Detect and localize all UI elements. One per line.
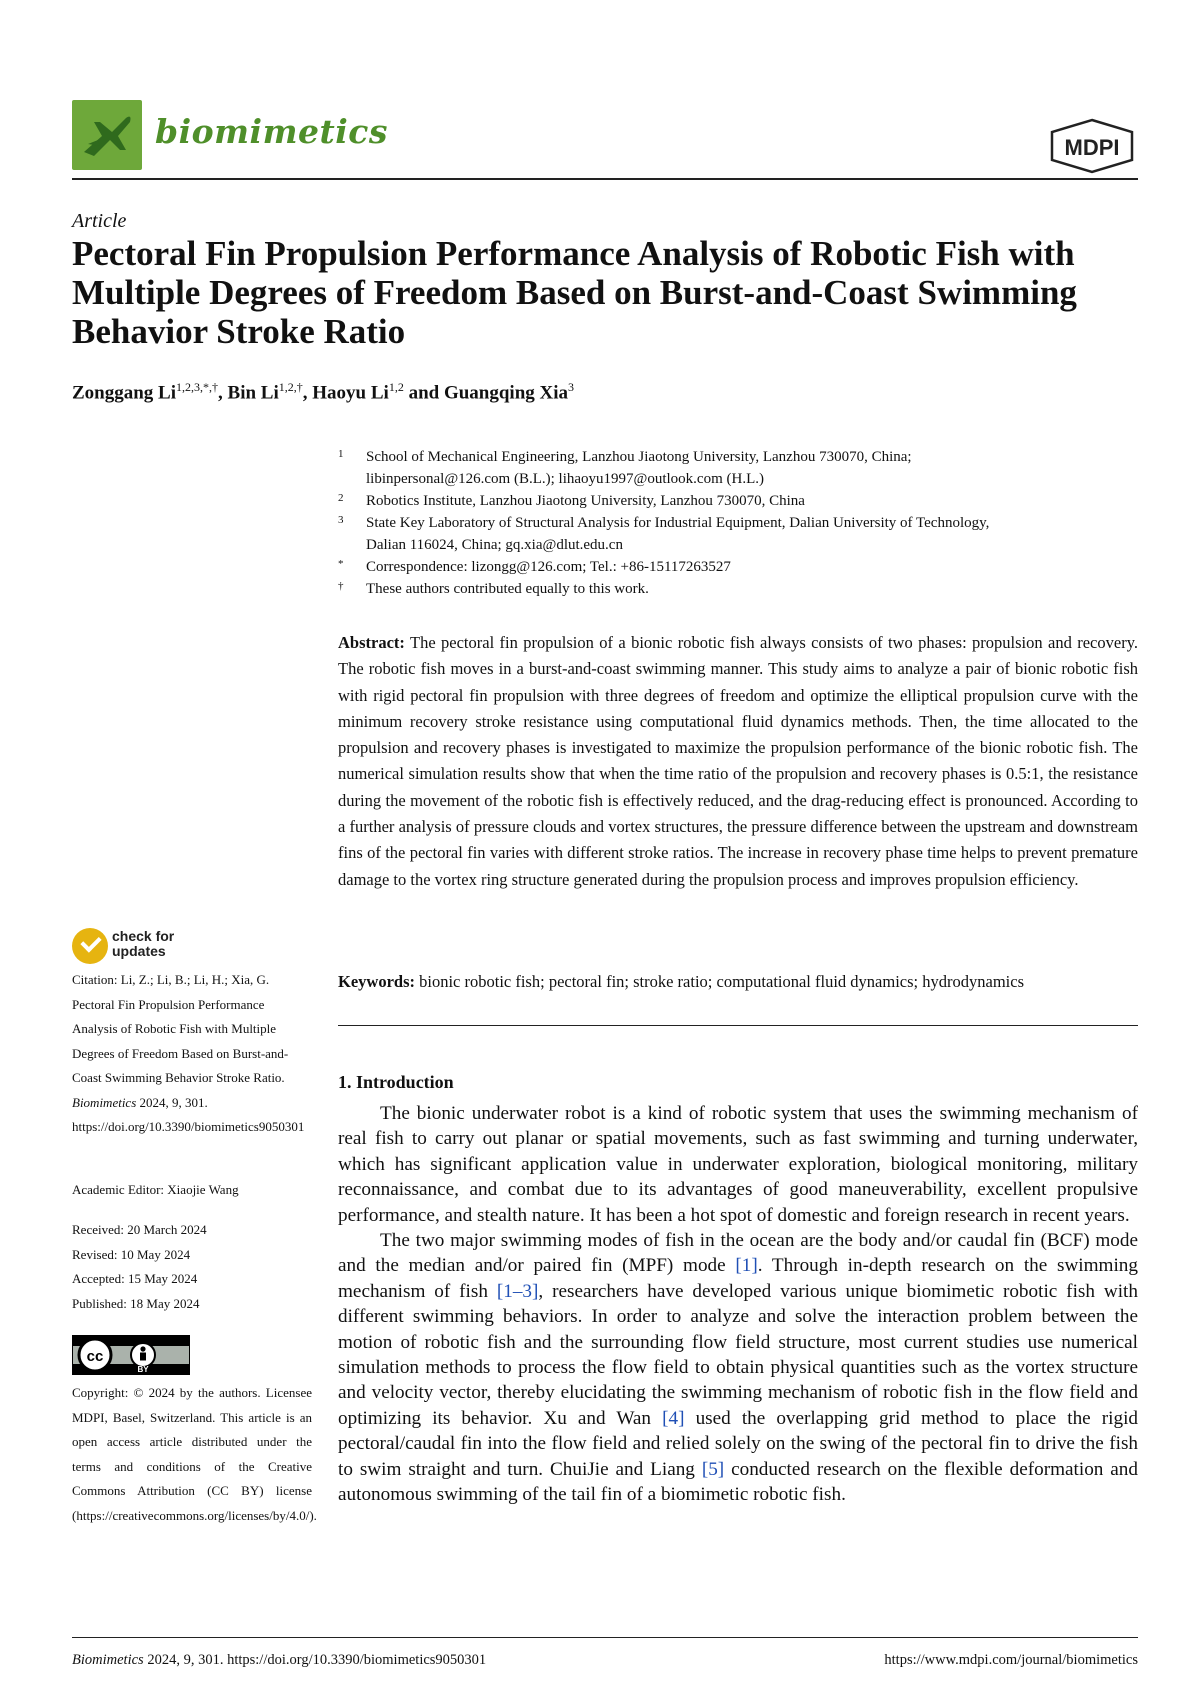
author-list: Zonggang $Li^{1,2,3,*,\dagger}$, Bin $Li^{1,2,\dagger}$, Haoyu Li$^{1,2}$ and Guangqing Xia$^3$ xyxy=(72,380,575,404)
correspondence: * Correspondence: lizongg@126.com; Tel.: +86-15117263527 xyxy=(338,556,1138,578)
received-date: Received: 20 March 2024 xyxy=(72,1222,207,1237)
header-rule xyxy=(72,178,1138,180)
affiliation-marker: 1 xyxy=(338,448,344,460)
paragraph: The bionic underwater robot is a kind of robotic system that uses the swimming mechanism of real fish to carry out planar or spatial movements, such as fast swimming and turning underwater, which has significant application value in underwater exploration, biological monitoring, military reconnaissance, and combat due to its advantages of good maneuverability, excellent propulsive performance, and stealth nature. It has been a hot spot of domestic and foreign research in recent years. xyxy=(338,1103,1138,1226)
published-date: Published: 18 May 2024 xyxy=(72,1295,200,1311)
citation-block xyxy=(72,968,312,1140)
footer-citation: Biomimetics 2024, 9, 301. https://doi.org/10.3390/biomimetics9050301 xyxy=(72,1652,487,1668)
cc-by-license-badge[interactable] xyxy=(72,1335,190,1375)
footer-rule xyxy=(72,1637,1138,1638)
paper-title: Pectoral Fin Propulsion Performance Analysis of Robotic Fish with Multiple Degrees of Freedom Based on Burst-and-Coast Swimming Behavior Stroke Ratio xyxy=(72,234,1077,351)
affiliation-item: 1 School of Mechanical Engineering, Lanzhou Jiaotong University, Lanzhou 730070, China; libinpersonal@126.com (B.L.); lihaoyu1997@outlook.com (H.L.) xyxy=(338,446,1138,490)
author-name: Zonggang Li xyxy=(72,382,177,404)
affiliations xyxy=(338,446,1138,600)
author-affiliation-marks: 1,2,3,*,† xyxy=(176,380,219,394)
checkmark-icon xyxy=(72,928,108,964)
keywords-text: bionic robotic fish; pectoral fin; stroke ratio; computational fluid dynamics; hydrodynamics xyxy=(419,972,1024,991)
abstract-text: The pectoral fin propulsion of a bionic robotic fish always consists of two phases: propulsion and recovery. The robotic fish moves in a burst-and-coast swimming manner. This study aims to analyze a pair of bionic robotic fish with rigid pectoral fin propulsion with three degrees of freedom and optimize the elliptical propulsion curve with the minimum recovery stroke resistance using computational fluid dynamics methods. Then, the time allocated to the propulsion and recovery phases is investigated to maximize the propulsion performance of the bionic robotic fish. The numerical simulation results show that when the time ratio of the propulsion and recovery phases is 0.5:1, the resistance during the movement of the robotic fish is effectively reduced, and the drag-reducing effect is pronounced. According to a further analysis of pressure clouds and vortex structures, the pressure difference between the upstream and downstream fins of the pectoral fin varies with different stroke ratios. The increase in recovery phase time helps to prevent premature damage to the vortex ring structure generated during the propulsion process and improves propulsion efficiency. xyxy=(338,633,1138,889)
citation-journal: Biomimetics xyxy=(72,1094,137,1110)
reference-link[interactable]: [1–3] xyxy=(496,1280,539,1302)
journal-logo xyxy=(72,100,142,170)
abstract-label: Abstract: xyxy=(338,633,405,652)
section-heading: 1. Introduction xyxy=(338,1072,454,1092)
author-affiliation-marks: 3 xyxy=(568,380,575,394)
check-for-updates-button[interactable]: check for updates xyxy=(72,928,182,966)
publisher-logo xyxy=(1048,118,1136,174)
cc-icon-text: cc xyxy=(86,1348,104,1365)
author-affiliation-marks: 1,2 xyxy=(388,380,404,394)
footer-journal-url[interactable]: https://www.mdpi.com/journal/biomimetics xyxy=(884,1652,1138,1668)
affiliation-marker: * xyxy=(338,558,344,570)
introduction-body xyxy=(338,1101,1138,1508)
affiliation-marker: 3 xyxy=(338,514,344,526)
journal-name: biomimetics xyxy=(155,112,388,151)
affiliation-marker: † xyxy=(338,580,344,592)
academic-editor: Academic Editor: Xiaojie Wang xyxy=(72,1182,239,1197)
reference-link[interactable]: [5] xyxy=(701,1458,725,1480)
affiliation-marker: 2 xyxy=(338,492,344,504)
author-name: Haoyu Li xyxy=(312,382,389,404)
affiliation-item: 3 State Key Laboratory of Structural Analysis for Industrial Equipment, Dalian University of Technology, Dalian 116024, China; gq.xia@dlut.edu.cn xyxy=(338,512,1138,556)
equal-contribution-note: † These authors contributed equally to this work. xyxy=(338,578,1138,600)
plane-fish-icon xyxy=(72,100,142,170)
keywords xyxy=(338,970,1138,994)
affiliation-item: 2 Robotics Institute, Lanzhou Jiaotong University, Lanzhou 730070, China xyxy=(338,490,1138,512)
by-label: BY xyxy=(137,1365,149,1374)
citation-doi[interactable]: 2024, 9, 301. https://doi.org/10.3390/biomimetics9050301 xyxy=(72,1094,305,1134)
article-type: Article xyxy=(72,210,127,232)
revised-date: Revised: 10 May 2024 xyxy=(72,1246,191,1262)
accepted-date: Accepted: 15 May 2024 xyxy=(72,1271,198,1286)
reference-link[interactable]: [4] xyxy=(662,1407,685,1429)
section-divider xyxy=(338,1025,1138,1026)
publication-dates xyxy=(72,1218,312,1316)
author-name: Bin Li xyxy=(227,382,279,404)
citation-label: Citation: xyxy=(72,972,118,987)
author-affiliation-marks: 1,2,† xyxy=(278,380,303,394)
keywords-label: Keywords: xyxy=(338,972,415,991)
publisher-logo-text: MDPI xyxy=(1064,135,1120,160)
author-name: Guangqing Xia xyxy=(443,382,569,404)
paragraph: The two major swimming modes of fish in the ocean are the body and/or caudal fin (BCF) mode and the median and/or paired fin (MPF) mode [1]. Through in-depth research on the swimming mechanism of fish [1–3], researchers have developed various unique biomimetic robotic fish with different swimming behaviors. In order to analyze and solve the interaction problem between the motion of robotic fish and the surrounding flow field structure, most current studies use numerical simulation methods to process the flow field to obtain physical quantities such as the vortex structure and velocity vector, thereby elucidating the swimming mechanism of robotic fish in the flow field and optimizing its behavior. Xu and Wan [4] used the overlapping grid method to place the rigid pectoral/caudal fin into the flow field and relied solely on the swing of the pectoral fin to drive the fish to swim straight and turn. ChuiJie and Liang [5] conducted research on the flexible deformation and autonomous swimming of the tail fin of a biomimetic robotic fish. xyxy=(338,1230,1138,1506)
copyright-notice: Copyright: © 2024 by the authors. Licensee MDPI, Basel, Switzerland. This article is an open access article distributed under the terms and conditions of the Creative Commons Attribution (CC BY) license (https://creativecommons.org/licenses/by/4.0/). xyxy=(72,1385,317,1523)
abstract xyxy=(338,630,1138,893)
citation-text: Li, Z.; Li, B.; Li, H.; Xia, G. Pectoral Fin Propulsion Performance Analysis of Robotic Fish with Multiple Degrees of Freedom Based on Burst-and-Coast Swimming Behavior Stroke Ratio. xyxy=(72,972,289,1085)
reference-link[interactable]: [1] xyxy=(735,1255,758,1277)
